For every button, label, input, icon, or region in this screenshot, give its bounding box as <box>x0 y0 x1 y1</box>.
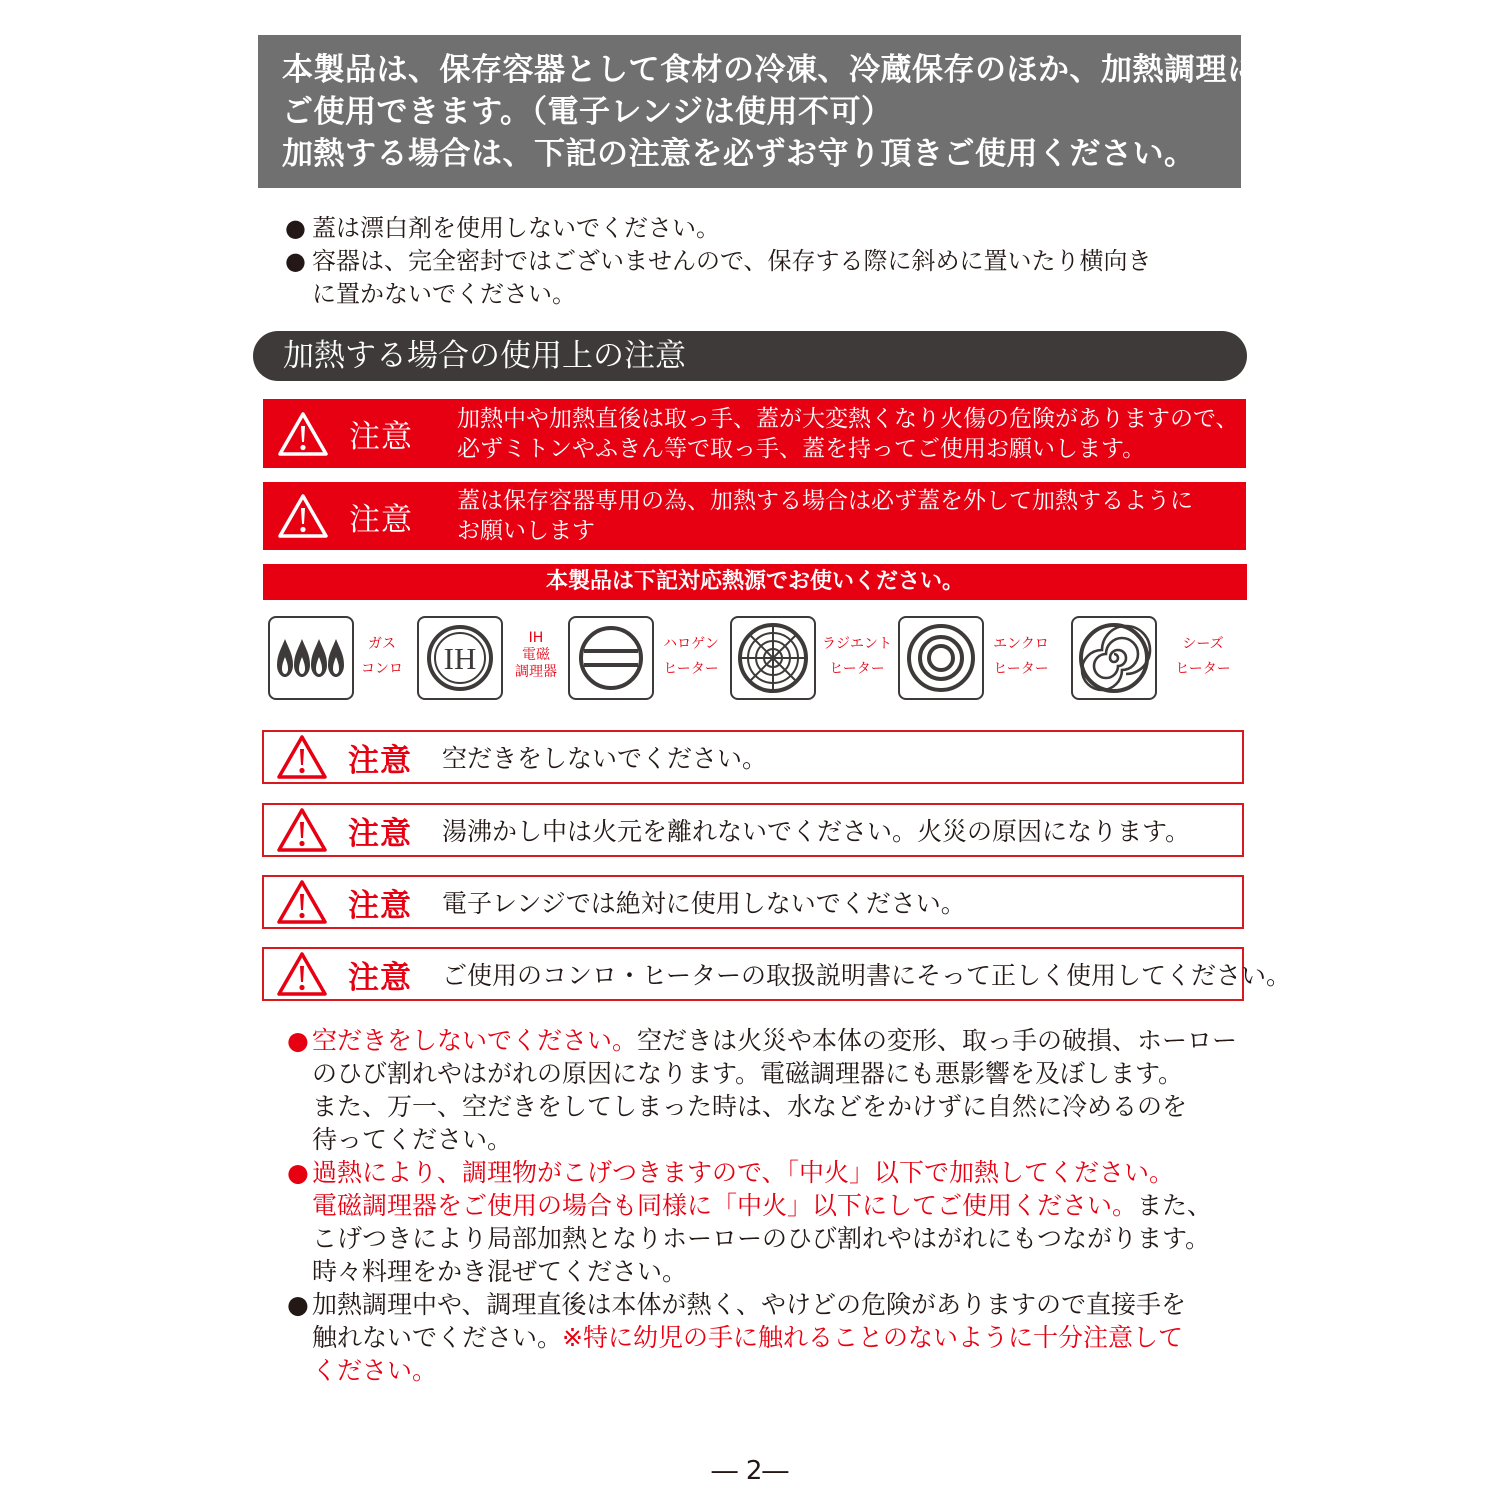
gas-flame-icon <box>268 616 354 700</box>
heat-source-label: ガス コンロ <box>361 636 403 677</box>
note-text <box>312 1156 1212 1288</box>
caution-message: 電子レンジでは絶対に使用しないでください。 <box>442 889 966 918</box>
caution-label: 注意 <box>348 887 412 924</box>
warning-triangle-icon <box>276 734 328 780</box>
emphasis-text: ※特に幼児の手に触れることのないように十分注意して ください。 <box>312 1323 1183 1385</box>
bottom-notes <box>287 1024 1247 1387</box>
intro-line: ご使用できます。（電子レンジは使用不可） <box>282 94 893 130</box>
intro-line: 本製品は、保存容器として食材の冷凍、冷蔵保存のほか、加熱調理にも <box>282 52 1290 88</box>
note-text <box>312 1288 1186 1387</box>
caution-label: 注意 <box>348 959 412 996</box>
outline-caution-box <box>262 947 1292 1001</box>
note-text <box>312 1024 1237 1156</box>
caution-message: 加熱中や加熱直後は取っ手、蓋が大変熱くなり火傷の危険がありますので、 必ずミトンやふきん等で取っ手、蓋を持ってご使用お願いします。 <box>457 405 1239 462</box>
section-title: 加熱する場合の使用上の注意 <box>253 331 1247 381</box>
outline-caution-box <box>262 875 1244 929</box>
enclo-icon <box>898 616 984 700</box>
heat-source-label: ラジエント ヒーター <box>822 636 892 677</box>
bullet-icon: ● <box>287 1290 309 1319</box>
list-item <box>285 212 1245 245</box>
caution-label: 注意 <box>348 742 412 779</box>
sheathed-icon <box>1071 616 1157 700</box>
caution-message: 湯沸かし中は火元を離れないでください。火災の原因になります。 <box>442 817 1191 846</box>
caution-message: ご使用のコンロ・ヒーターの取扱説明書にそって正しく使用してください。 <box>442 961 1292 990</box>
bullet-icon: ● <box>287 1158 309 1187</box>
note-text: 蓋は漂白剤を使用しないでください。 <box>312 214 720 242</box>
warning-triangle-icon <box>277 493 329 539</box>
caution-message: 蓋は保存容器専用の為、加熱する場合は必ず蓋を外して加熱するように お願いします <box>457 488 1193 544</box>
caution-label: 注意 <box>349 501 413 538</box>
warning-triangle-icon <box>276 879 328 925</box>
bullet-icon: ● <box>285 214 306 242</box>
emphasis-text: 空だきをしないでください。 <box>312 1026 638 1055</box>
note-body: 空だきは火災や本体の変形、取っ手の破損、ホーロー のひび割れやはがれの原因になります。電磁調理器にも悪影響を及ぼします。 また、万一、空だきをしてしまった時は、水などをかけずに自然に冷めるのを 待ってください。 <box>312 1026 1238 1154</box>
top-notes <box>285 212 1245 311</box>
note-body: 加熱調理中や、調理直後は本体が熱く、やけどの危険がありますので直接手を 触れないでください。 <box>312 1290 1187 1352</box>
list-item <box>287 1024 1247 1156</box>
caution-message: 空だきをしないでください。 <box>442 744 768 773</box>
warning-triangle-icon <box>277 411 329 457</box>
page-number: ― 2― <box>711 1456 789 1486</box>
note-text: 容器は、完全密封ではございませんので、保存する際に斜めに置いたり横向き に置かないでください。 <box>312 247 1152 308</box>
list-item <box>287 1156 1247 1288</box>
list-item <box>285 245 1245 311</box>
list-item <box>287 1288 1247 1387</box>
intro-notice-box <box>258 35 1290 188</box>
caution-label: 注意 <box>348 815 412 852</box>
ih-icon-text: IH <box>443 641 477 676</box>
bullet-icon: ● <box>285 247 306 275</box>
halogen-icon <box>568 616 654 700</box>
bullet-icon: ● <box>287 1026 309 1055</box>
ih-icon <box>417 616 503 700</box>
heat-source-header: 本製品は下記対応熱源でお使いください。 <box>263 564 1247 600</box>
red-caution-banner <box>263 399 1246 468</box>
red-caution-banner <box>263 482 1246 550</box>
heat-source-label: エンクロ ヒーター <box>993 636 1049 677</box>
outline-caution-box <box>262 730 1244 784</box>
warning-triangle-icon <box>276 807 328 853</box>
caution-label: 注意 <box>349 419 413 455</box>
heat-source-label: シーズ ヒーター <box>1175 636 1231 677</box>
heat-source-label: IH 電磁 調理器 <box>515 630 557 680</box>
outline-caution-box <box>262 803 1244 857</box>
emphasis-text: 過熱により、調理物がこげつきますので、「中火」以下で加熱してください。 電磁調理器をご使用の場合も同様に「中火」以下にしてご使用ください。 <box>312 1158 1175 1220</box>
intro-line: 加熱する場合は、下記の注意を必ずお守り頂きご使用ください。 <box>282 136 1196 172</box>
note-body: また、 こげつきにより局部加熱となりホーローのひび割れやはがれにもつながります。 時々料理をかき混ぜてください。 <box>312 1191 1213 1286</box>
warning-triangle-icon <box>276 951 328 997</box>
heat-source-label: ハロゲン ヒーター <box>663 636 719 677</box>
radiant-icon <box>730 616 816 700</box>
